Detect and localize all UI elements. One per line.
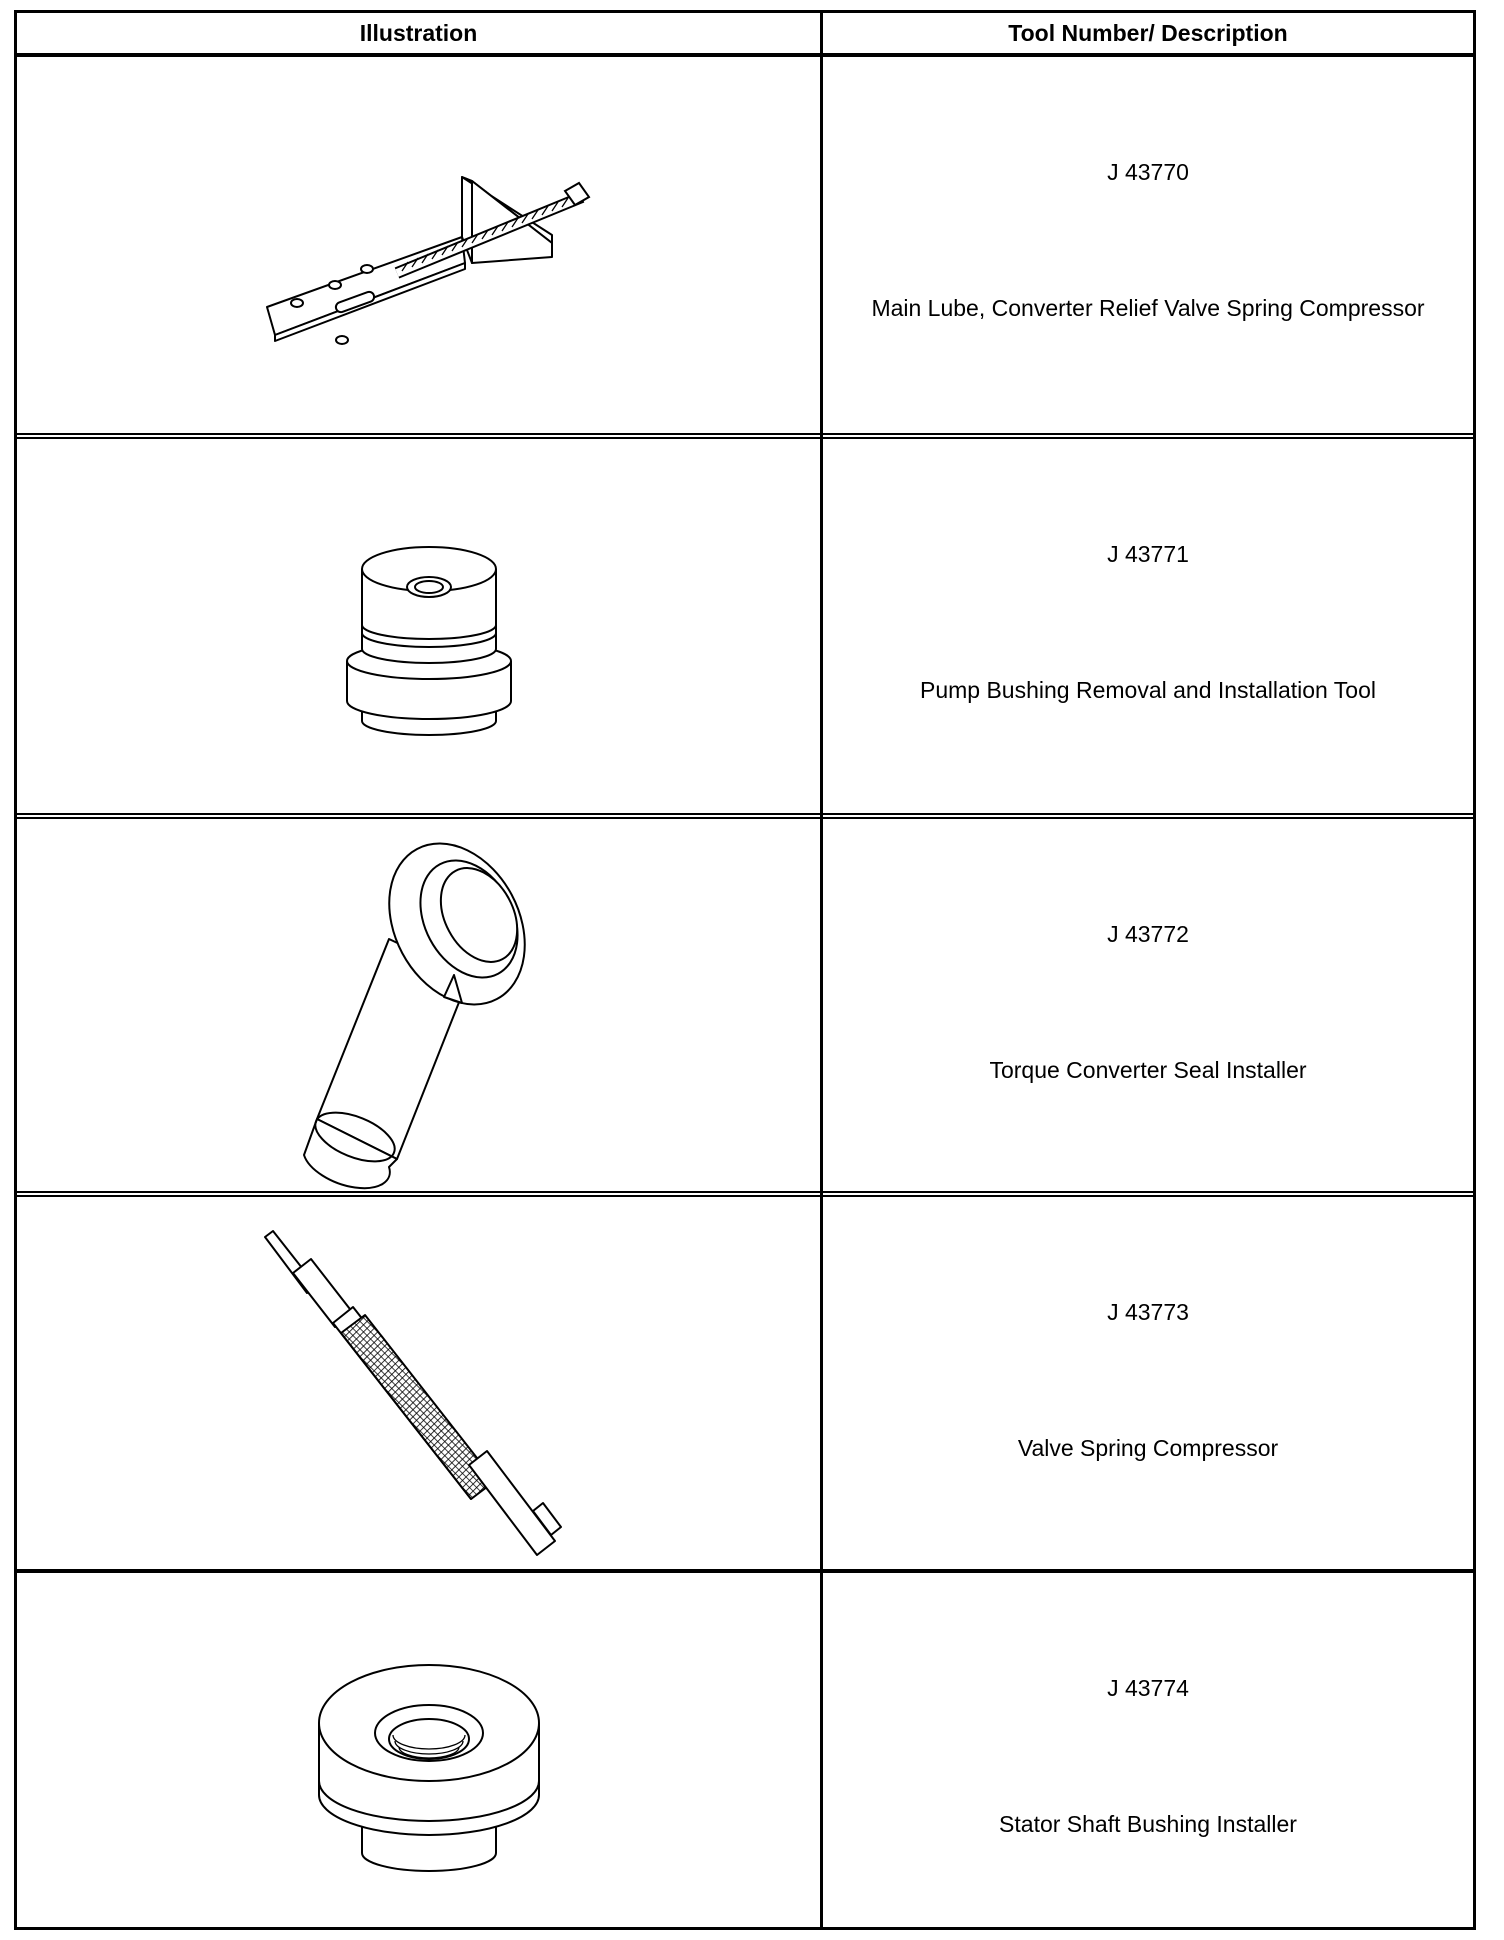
- description-cell: [823, 1197, 1473, 1569]
- illustration-cell: [17, 1197, 820, 1569]
- table-row: [17, 439, 1473, 813]
- bushing-installer-illustration: [17, 1573, 820, 1927]
- table-row: [17, 819, 1473, 1191]
- illustration-cell: [17, 1573, 820, 1927]
- tool-description: Torque Converter Seal Installer: [989, 1057, 1307, 1083]
- tool-number: J 43772: [1107, 921, 1189, 947]
- header-illustration: Illustration: [359, 19, 478, 46]
- table-row: [17, 57, 1473, 433]
- knurled-rod-illustration: [17, 1197, 820, 1569]
- tool-number: J 43770: [1107, 159, 1189, 185]
- description-cell: [823, 57, 1473, 433]
- tool-description: Stator Shaft Bushing Installer: [999, 1811, 1297, 1837]
- tools-table: [14, 10, 1476, 1930]
- illustration-cell: [17, 57, 820, 433]
- illustration-cell: [17, 819, 820, 1191]
- tool-description: Valve Spring Compressor: [1017, 1435, 1279, 1461]
- tool-description: Pump Bushing Removal and Installation Tool: [919, 677, 1376, 703]
- table-row: [17, 1197, 1473, 1569]
- description-cell: [823, 439, 1473, 813]
- table-row: [17, 1573, 1473, 1927]
- description-cell: [823, 1573, 1473, 1927]
- header-tool-number-description: Tool Number/ Description: [1008, 19, 1288, 46]
- description-cell: [823, 819, 1473, 1191]
- tool-number: J 43773: [1107, 1299, 1189, 1325]
- tool-description: Main Lube, Converter Relief Valve Spring Compressor: [871, 295, 1425, 321]
- seal-installer-illustration: [17, 819, 820, 1191]
- bracket-spring-compressor-illustration: [17, 57, 820, 433]
- bushing-tool-illustration: [17, 439, 820, 813]
- tool-number: J 43774: [1107, 1675, 1189, 1701]
- illustration-cell: [17, 439, 820, 813]
- tool-number: J 43771: [1107, 541, 1189, 567]
